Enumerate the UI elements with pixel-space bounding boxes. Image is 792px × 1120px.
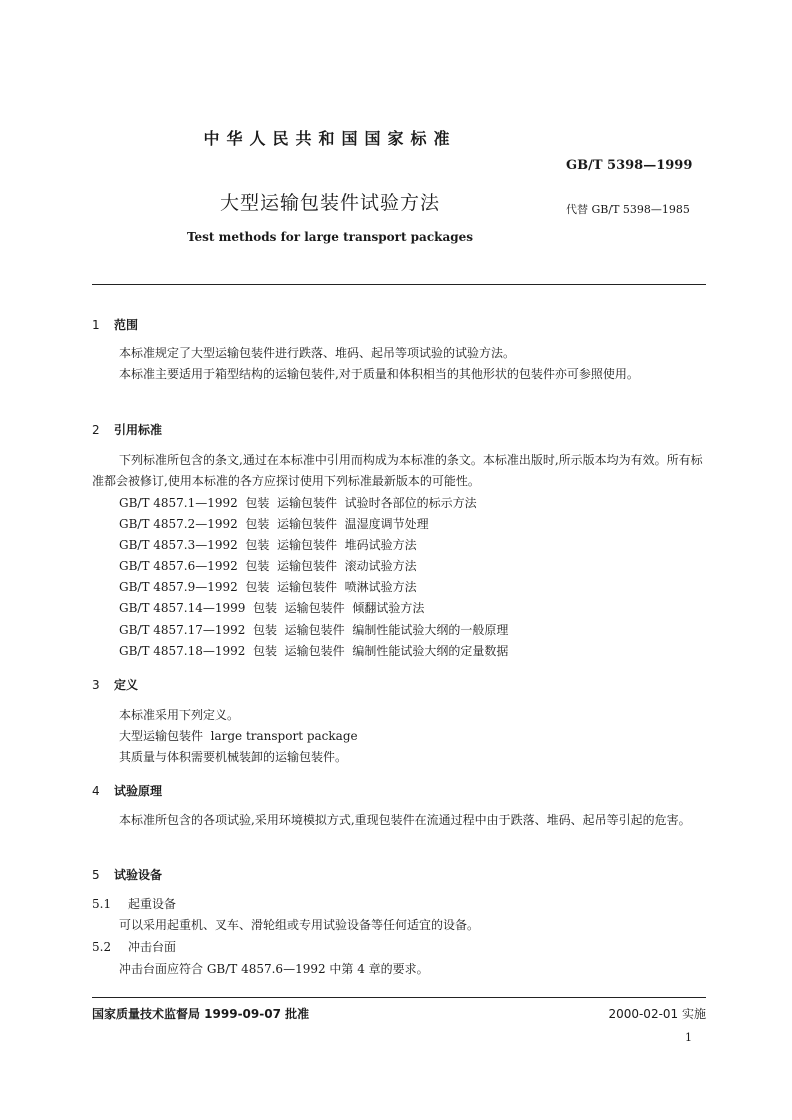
section-4-paragraph: 本标准所包含的各项试验,采用环境模拟方式,重现包装件在流通过程中由于跌落、堆码、起吊等引起的危害。 [119,813,691,827]
replaces-standard: 代替 GB/T 5398—1985 [566,203,690,216]
document-title: 大型运输包装件试验方法 [219,192,440,214]
section-title: 定义 [114,678,139,692]
subsection-5-2-heading [92,938,176,955]
document-title-english: Test methods for large transport packages [186,230,474,244]
reference-item: GB/T 4857.6—1992 包装 运输包装件 滚动试验方法 [119,559,417,573]
effective-date: 2000-02-01 实施 [608,1007,706,1021]
section-1-paragraph-1: 本标准规定了大型运输包装件进行跌落、堆码、起吊等项试验的试验方法。 [119,346,516,360]
subsection-5-2-text: 冲击台面应符合 GB/T 4857.6—1992 中第 4 章的要求。 [119,962,429,976]
section-2-paragraph: 下列标准所包含的条文,通过在本标准中引用而构成为本标准的条文。本标准出版时,所示版本均为有效。所有标准都会被修订,使用本标准的各方应探讨使用下列标准最新版本的可能性。 [92,453,703,488]
section-number: 1 [92,318,100,332]
section-title: 范围 [114,318,139,332]
definition-intro: 本标准采用下列定义。 [119,708,240,722]
section-number: 4 [92,784,100,798]
header-divider [92,284,706,285]
subsection-title: 冲击台面 [128,940,177,954]
section-1-paragraph-2: 本标准主要适用于箱型结构的运输包装件,对于质量和体积相当的其他形状的包装件亦可参照使用。 [119,367,639,381]
section-number: 2 [92,423,100,437]
section-title: 试验原理 [114,784,163,798]
subsection-5-1-text: 可以采用起重机、叉车、滑轮组或专用试验设备等任何适宜的设备。 [119,918,480,932]
definition-text: 其质量与体积需要机械装卸的运输包装件。 [119,750,348,764]
section-4-heading [92,782,162,799]
reference-item: GB/T 4857.18—1992 包装 运输包装件 编制性能试验大纲的定量数据 [119,644,509,658]
section-number: 3 [92,678,100,692]
page-number: 1 [685,1031,692,1044]
subsection-number: 5.1 [92,897,112,911]
section-1-heading [92,316,138,333]
subsection-number: 5.2 [92,940,112,954]
section-title: 引用标准 [114,423,163,437]
section-number: 5 [92,868,100,882]
footer-divider [92,997,706,998]
approval-line: 国家质量技术监督局 1999-09-07 批准 [92,1007,310,1021]
issuing-authority: 中华人民共和国国家标准 [203,129,457,148]
reference-item: GB/T 4857.2—1992 包装 运输包装件 温湿度调节处理 [119,517,429,531]
subsection-5-1-heading [92,895,176,912]
reference-item: GB/T 4857.1—1992 包装 运输包装件 试验时各部位的标示方法 [119,496,477,510]
section-title: 试验设备 [114,868,163,882]
reference-item: GB/T 4857.14—1999 包装 运输包装件 倾翻试验方法 [119,601,425,615]
reference-item: GB/T 4857.9—1992 包装 运输包装件 喷淋试验方法 [119,580,417,594]
section-5-heading [92,866,162,883]
definition-term: 大型运输包装件 large transport package [119,729,358,743]
subsection-title: 起重设备 [128,897,177,911]
standard-number: GB/T 5398—1999 [566,158,693,173]
section-2-heading [92,421,162,438]
reference-item: GB/T 4857.3—1992 包装 运输包装件 堆码试验方法 [119,538,417,552]
reference-item: GB/T 4857.17—1992 包装 运输包装件 编制性能试验大纲的一般原理 [119,623,509,637]
section-3-heading [92,676,138,693]
